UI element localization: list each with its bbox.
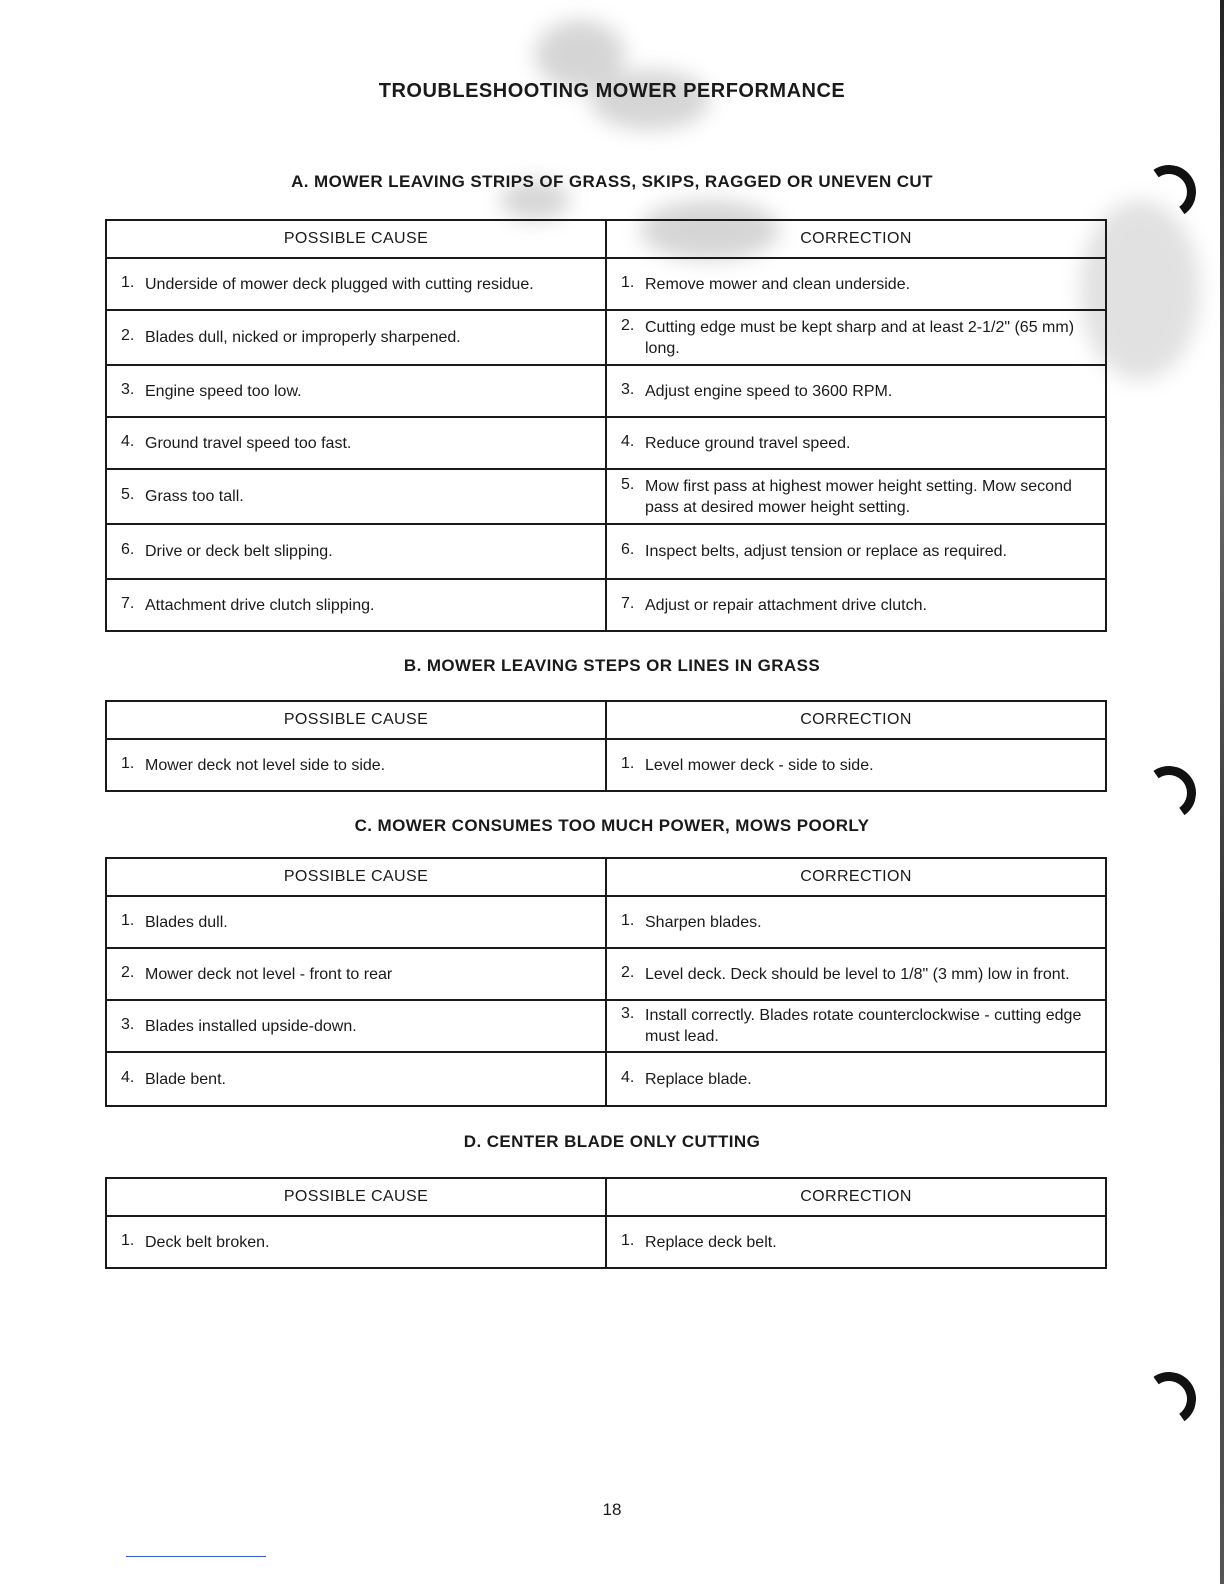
correction-cell: 7. Adjust or repair attachment drive clutch. — [606, 579, 1106, 631]
table-row — [106, 310, 1106, 365]
table-row — [106, 417, 1106, 469]
table-header-row — [106, 220, 1106, 258]
table-header-row — [106, 1178, 1106, 1216]
section-d-heading: D. CENTER BLADE ONLY CUTTING — [463, 1132, 761, 1151]
correction-cell: 1. Level mower deck - side to side. — [606, 739, 1106, 791]
correction-cell: 6. Inspect belts, adjust tension or replace as required. — [606, 524, 1106, 579]
cause-cell: 1. Underside of mower deck plugged with cutting residue. — [106, 258, 606, 310]
correction-cell: 1. Sharpen blades. — [606, 896, 1106, 948]
footer-rule — [126, 1556, 266, 1557]
section-a-heading: A. MOWER LEAVING STRIPS OF GRASS, SKIPS, RAGGED OR UNEVEN CUT — [291, 172, 933, 191]
section-b-table — [105, 700, 1107, 792]
section-d-table — [105, 1177, 1107, 1269]
correction-header: CORRECTION — [606, 701, 1106, 739]
cause-cell: 1. Blades dull. — [106, 896, 606, 948]
cause-cell: 2. Blades dull, nicked or improperly sharpened. — [106, 310, 606, 365]
table-row — [106, 469, 1106, 524]
cause-cell: 1. Deck belt broken. — [106, 1216, 606, 1268]
cause-cell: 4. Ground travel speed too fast. — [106, 417, 606, 469]
correction-cell: 3. Install correctly. Blades rotate counterclockwise - cutting edge must lead. — [606, 1000, 1106, 1052]
table-row — [106, 896, 1106, 948]
cause-cell: 6. Drive or deck belt slipping. — [106, 524, 606, 579]
section-c-table — [105, 857, 1107, 1107]
cause-header: POSSIBLE CAUSE — [106, 858, 606, 896]
cause-cell: 1. Mower deck not level side to side. — [106, 739, 606, 791]
cause-cell: 3. Engine speed too low. — [106, 365, 606, 417]
page-number: 18 — [602, 1500, 622, 1519]
table-row — [106, 1000, 1106, 1052]
correction-cell: 1. Remove mower and clean underside. — [606, 258, 1106, 310]
cause-cell: 2. Mower deck not level - front to rear — [106, 948, 606, 1000]
cause-header: POSSIBLE CAUSE — [106, 1178, 606, 1216]
table-row — [106, 1216, 1106, 1268]
cause-cell: 5. Grass too tall. — [106, 469, 606, 524]
binder-hole-icon — [1138, 762, 1201, 825]
table-row — [106, 1052, 1106, 1106]
correction-header: CORRECTION — [606, 1178, 1106, 1216]
table-row — [106, 948, 1106, 1000]
page-edge — [1220, 0, 1224, 1584]
correction-cell: 1. Replace deck belt. — [606, 1216, 1106, 1268]
page-title: TROUBLESHOOTING MOWER PERFORMANCE — [378, 80, 846, 102]
table-row — [106, 579, 1106, 631]
table-header-row — [106, 858, 1106, 896]
cause-header: POSSIBLE CAUSE — [106, 220, 606, 258]
section-a-table — [105, 219, 1107, 632]
binder-hole-icon — [1138, 1368, 1201, 1431]
cause-cell: 4. Blade bent. — [106, 1052, 606, 1106]
section-c-heading: C. MOWER CONSUMES TOO MUCH POWER, MOWS POORLY — [354, 816, 870, 835]
table-row — [106, 365, 1106, 417]
cause-cell: 7. Attachment drive clutch slipping. — [106, 579, 606, 631]
cause-cell: 3. Blades installed upside-down. — [106, 1000, 606, 1052]
correction-cell: 4. Reduce ground travel speed. — [606, 417, 1106, 469]
table-row — [106, 524, 1106, 579]
correction-cell: 2. Level deck. Deck should be level to 1/8" (3 mm) low in front. — [606, 948, 1106, 1000]
table-row — [106, 739, 1106, 791]
correction-header: CORRECTION — [606, 858, 1106, 896]
correction-cell: 5. Mow first pass at highest mower height setting. Mow second pass at desired mower height setting. — [606, 469, 1106, 524]
correction-cell: 2. Cutting edge must be kept sharp and at least 2-1/2" (65 mm) long. — [606, 310, 1106, 365]
correction-cell: 4. Replace blade. — [606, 1052, 1106, 1106]
table-header-row — [106, 701, 1106, 739]
correction-header: CORRECTION — [606, 220, 1106, 258]
table-row — [106, 258, 1106, 310]
section-b-heading: B. MOWER LEAVING STEPS OR LINES IN GRASS — [403, 656, 821, 675]
cause-header: POSSIBLE CAUSE — [106, 701, 606, 739]
correction-cell: 3. Adjust engine speed to 3600 RPM. — [606, 365, 1106, 417]
